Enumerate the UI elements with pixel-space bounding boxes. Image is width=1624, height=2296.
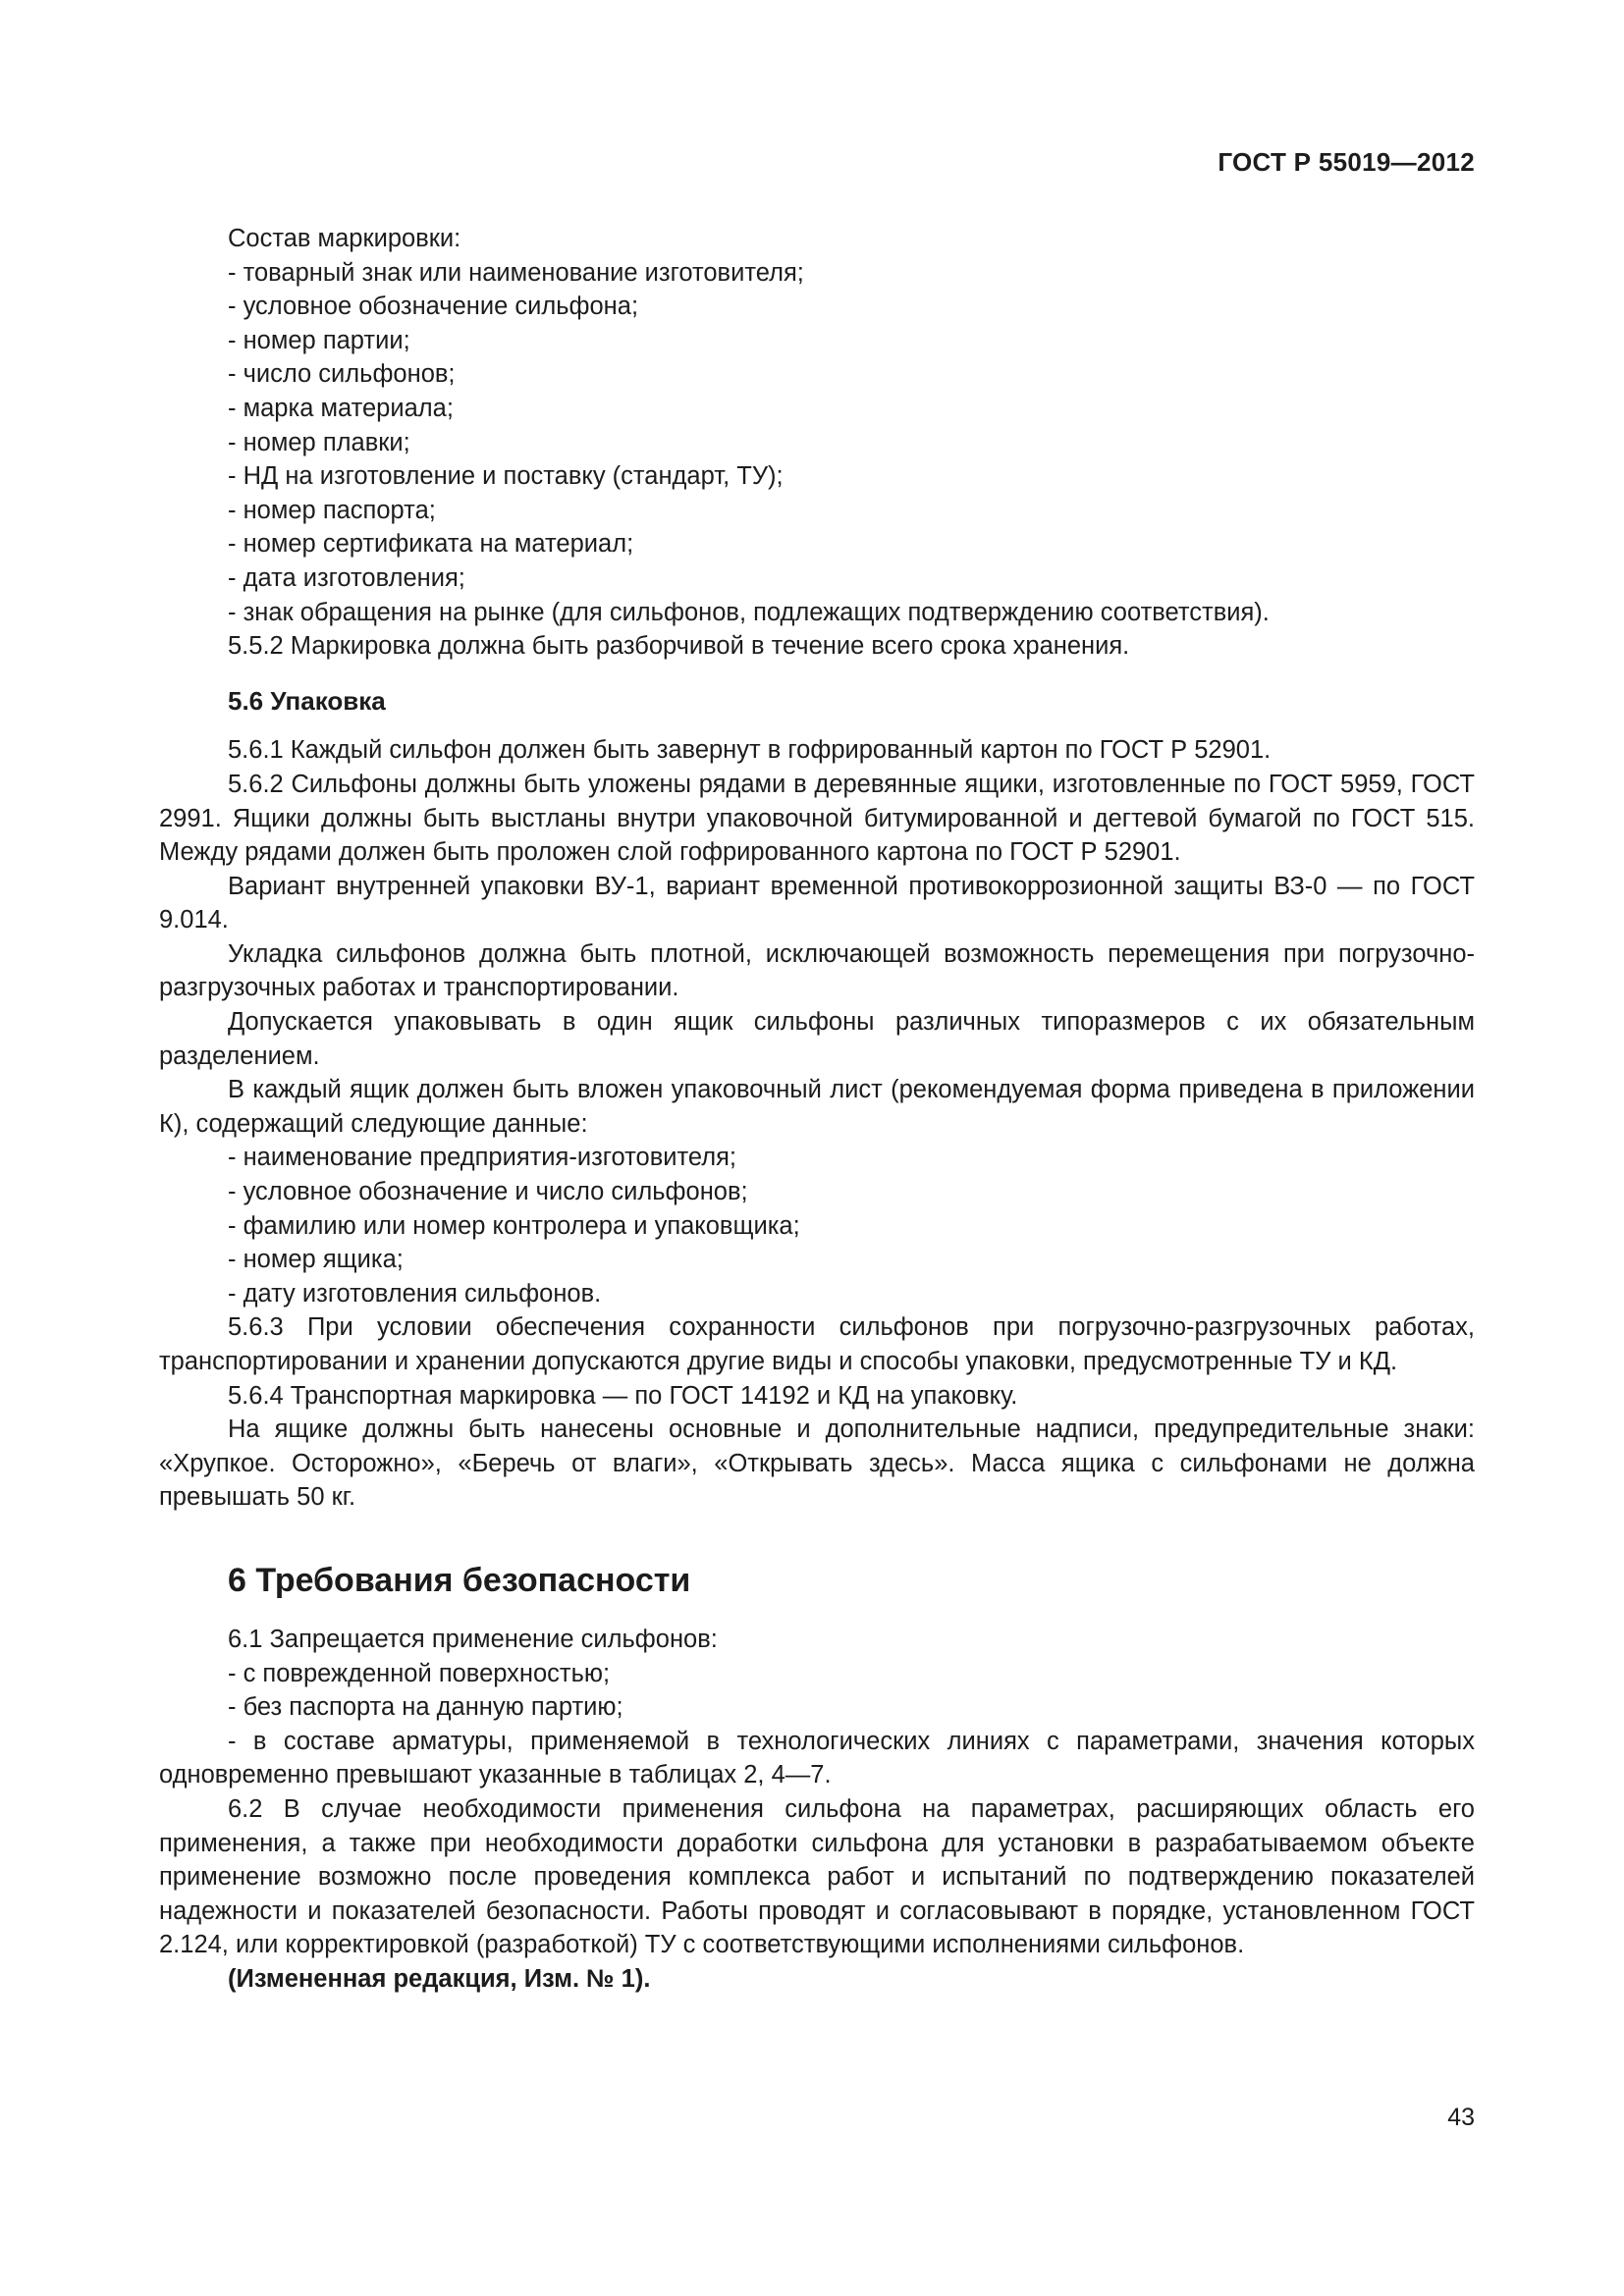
list-item: - номер паспорта;	[228, 496, 436, 524]
paragraph-5-5-2: 5.5.2 Маркировка должна быть разборчивой в течение всего срока хранения.	[228, 632, 1130, 661]
amendment-note: (Измененная редакция, Изм. № 1).	[228, 1964, 651, 1993]
marking-title: Состав маркировки:	[228, 225, 461, 252]
document-body	[159, 222, 1475, 1997]
list-item: - товарный знак или наименование изготовителя;	[228, 258, 804, 287]
paragraph-laying: Укладка сильфонов должна быть плотной, исключающей возможность перемещения при погрузочно-разгрузочных работах и транспортировании.	[159, 939, 1475, 1002]
list-item: - условное обозначение сильфона;	[228, 293, 639, 321]
list-item: - НД на изготовление и поставку (стандарт, ТУ);	[228, 462, 784, 491]
paragraph-6-2: 6.2 В случае необходимости применения сильфона на параметрах, расширяющих область его применения, а также при необходимости доработки сильфона для установки в разрабатываемом объекте применение возможно после проведения комплекса работ и испытаний по подтверждению показателей надежности и показателей безопасности. Работы проводят и согласовывают в порядке, установленном ГОСТ 2.124, или корректировкой (разработкой) ТУ с соответствующими исполнениями сильфонов.	[159, 1794, 1475, 1959]
list-item: - фамилию или номер контролера и упаковщика;	[228, 1211, 800, 1240]
list-item: - с поврежденной поверхностью;	[228, 1659, 611, 1687]
list-item: - номер ящика;	[228, 1246, 404, 1274]
list-item: - дату изготовления сильфонов.	[228, 1279, 602, 1308]
paragraph-signs: На ящике должны быть нанесены основные и дополнительные надписи, предупредительные знаки: «Хрупкое. Осторожно», «Беречь от влаги», «Открывать здесь». Масса ящика с сильфонами не должна превышать 50 кг.	[159, 1415, 1475, 1512]
paragraph-5-6-1: 5.6.1 Каждый сильфон должен быть завернут в гофрированный картон по ГОСТ Р 52901.	[228, 736, 1272, 765]
list-item: - наименование предприятия-изготовителя;	[228, 1144, 737, 1172]
list-item: - номер сертификата на материал;	[228, 530, 634, 559]
paragraph-5-6-4: 5.6.4 Транспортная маркировка — по ГОСТ 14192 и КД на упаковку.	[228, 1381, 1018, 1410]
list-item: - условное обозначение и число сильфонов;	[228, 1178, 748, 1206]
paragraph-6-1: 6.1 Запрещается применение сильфонов:	[228, 1625, 718, 1653]
paragraph-allowed: Допускается упаковывать в один ящик сильфоны различных типоразмеров с их обязательным разделением.	[159, 1008, 1475, 1070]
list-item: - знак обращения на рынке (для сильфонов, подлежащих подтверждению соответствия).	[228, 598, 1270, 626]
paragraph-5-6-2: 5.6.2 Сильфоны должны быть уложены рядами в деревянные ящики, изготовленные по ГОСТ 5959, ГОСТ 2991. Ящики должны быть выстланы внутри упаковочной битумированной и дегтевой бумагой по ГОСТ 515. Между рядами должен быть проложен слой гофрированного картона по ГОСТ Р 52901.	[159, 770, 1475, 867]
list-item: - дата изготовления;	[228, 563, 465, 592]
list-item: - марка материала;	[228, 394, 454, 422]
list-item: - номер партии;	[228, 326, 410, 354]
list-item: - число сильфонов;	[228, 360, 456, 389]
list-item-long: - в составе арматуры, применяемой в технологических линиях с параметрами, значения которых одновременно превышают указанные в таблицах 2, 4—7.	[159, 1727, 1475, 1789]
section-heading-5-6: 5.6 Упаковка	[228, 685, 386, 716]
section-heading-6: 6 Требования безопасности	[228, 1561, 691, 1599]
list-item: - без паспорта на данную партию;	[228, 1693, 623, 1722]
paragraph-variant: Вариант внутренней упаковки ВУ-1, вариант временной противокоррозионной защиты ВЗ-0 — по ГОСТ 9.014.	[159, 872, 1475, 934]
document-code: ГОСТ Р 55019—2012	[1218, 147, 1475, 177]
paragraph-packing-sheet: В каждый ящик должен быть вложен упаковочный лист (рекомендуемая форма приведена в приложении К), содержащий следующие данные:	[159, 1076, 1475, 1138]
paragraph-5-6-3: 5.6.3 При условии обеспечения сохранности сильфонов при погрузочно-разгрузочных работах, транспортировании и хранении допускаются другие виды и способы упаковки, предусмотренные ТУ и КД.	[159, 1313, 1475, 1375]
page-number: 43	[1447, 2104, 1475, 2131]
list-item: - номер плавки;	[228, 428, 410, 456]
